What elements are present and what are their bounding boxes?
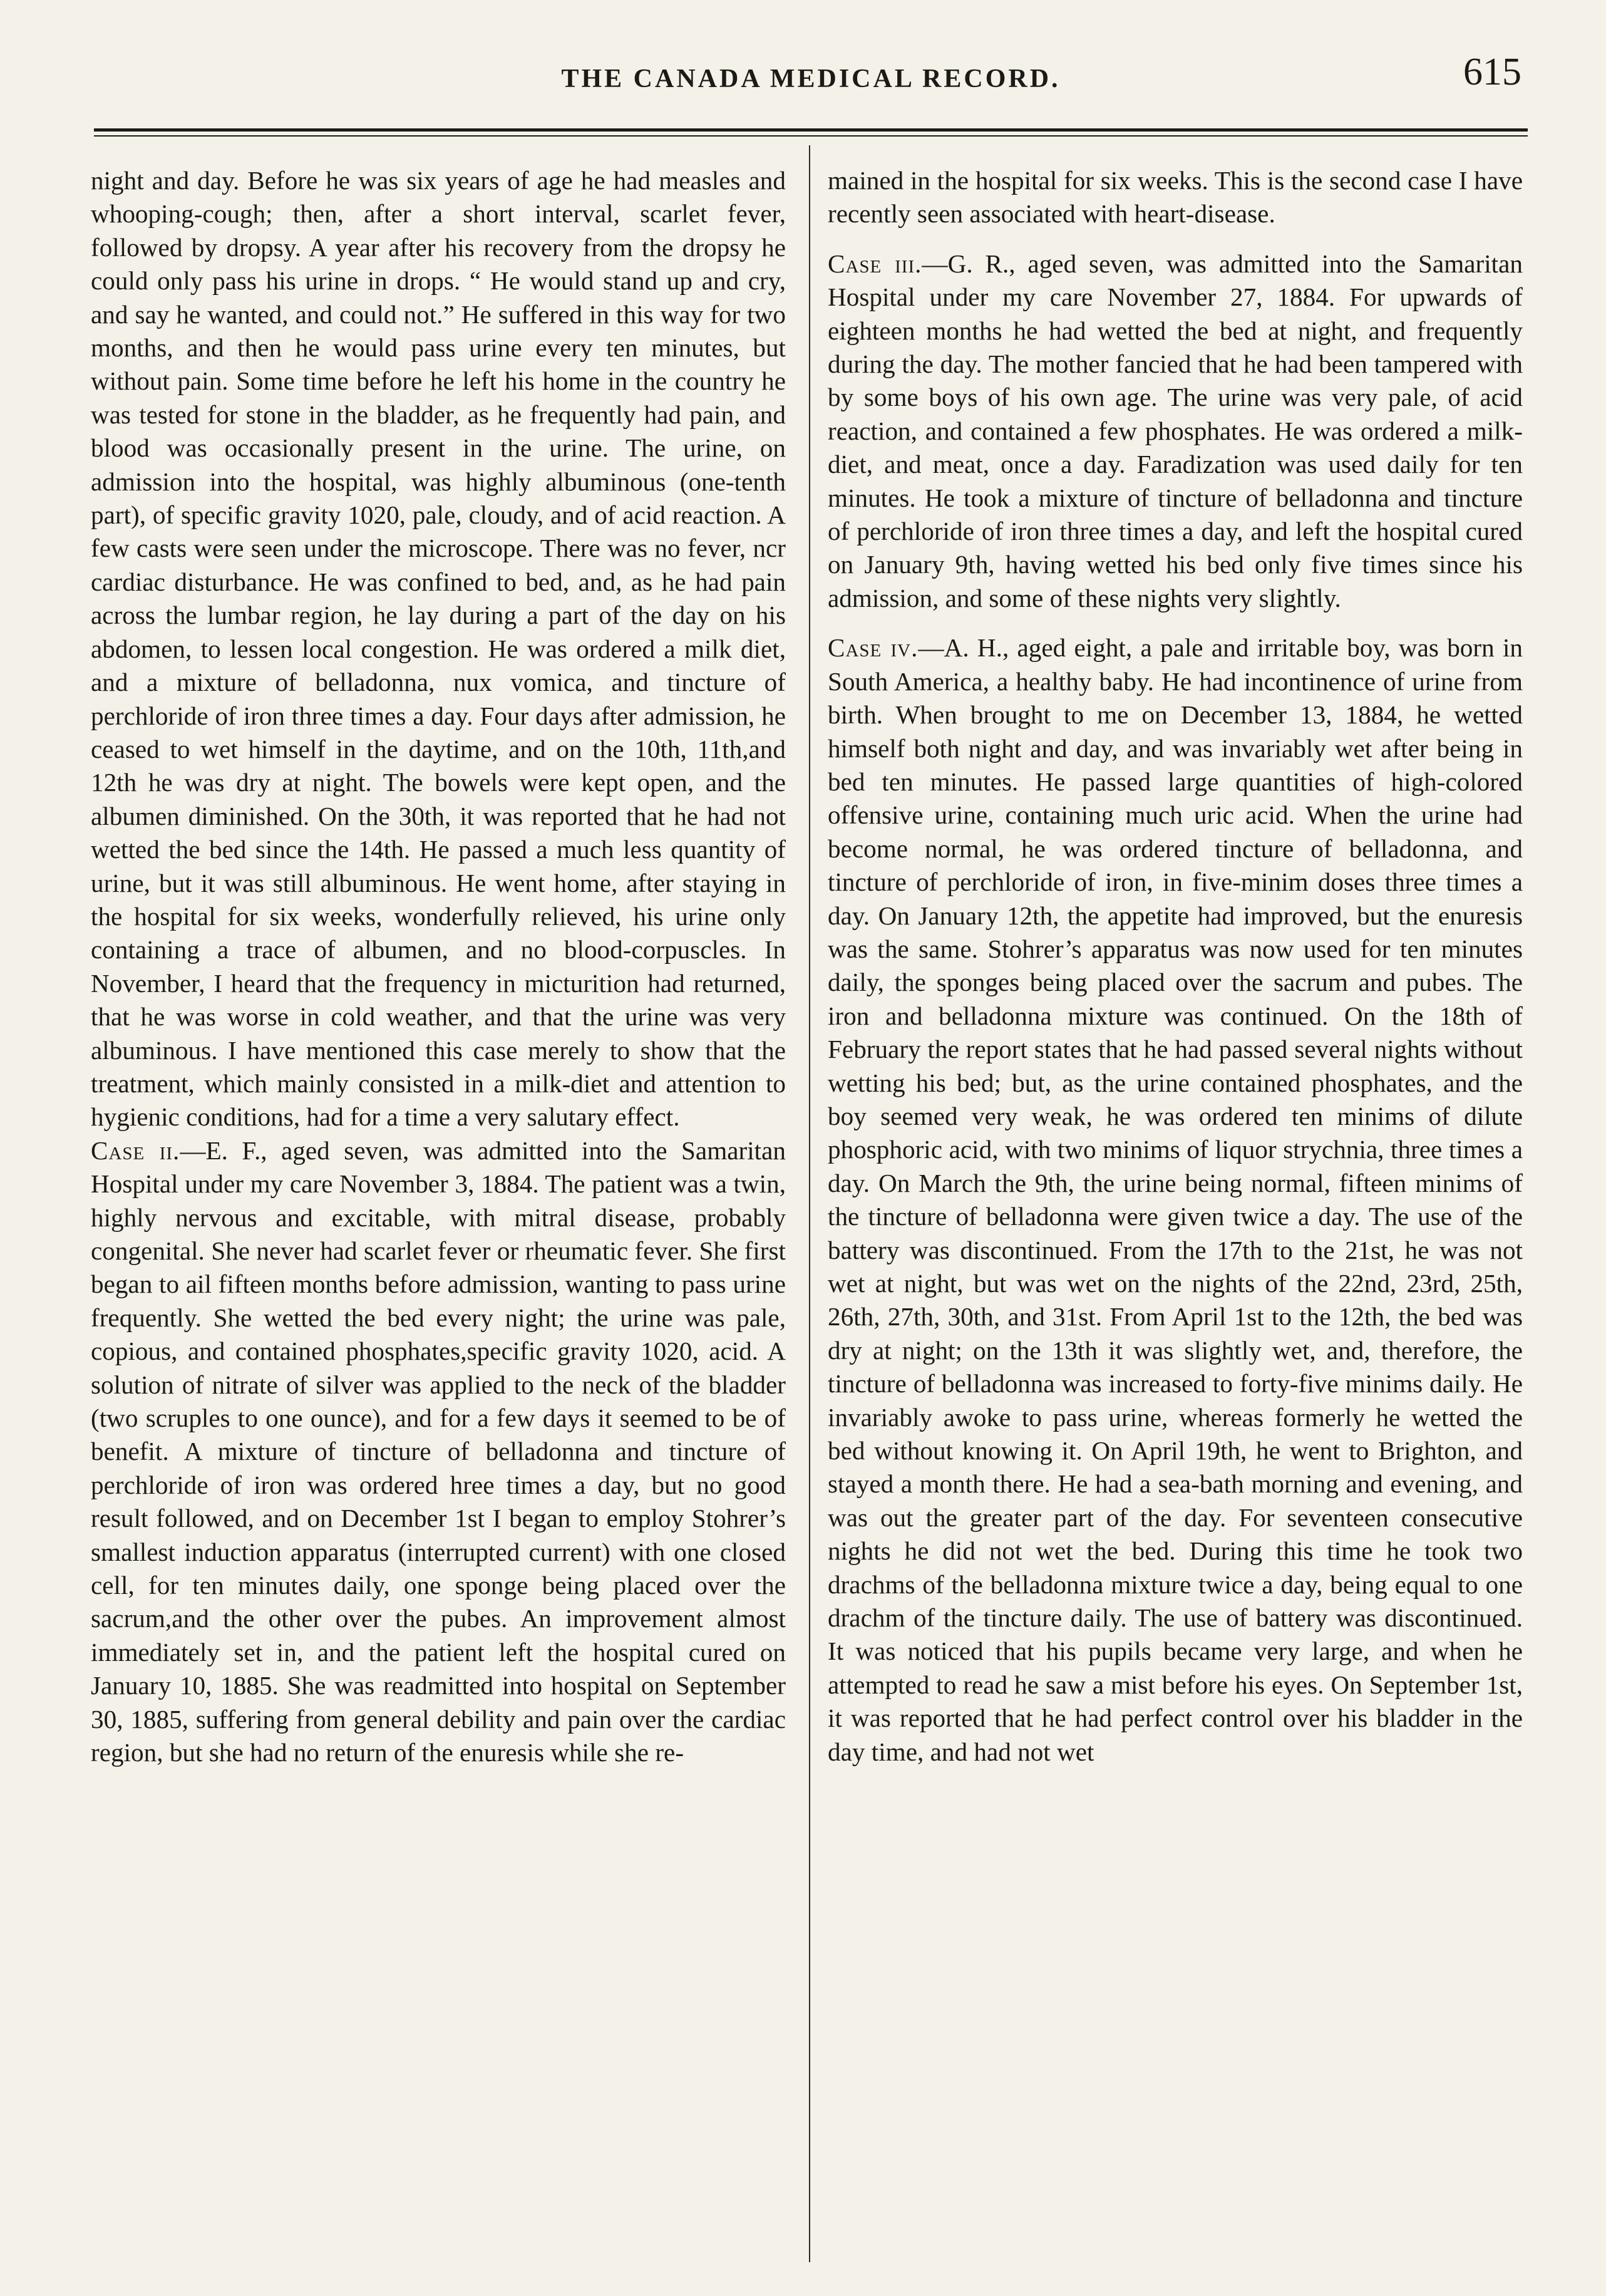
case-ii-text: —E. F., aged seven, was admitted into the Samaritan Hospital under my care November 3, 1884. The patient was a twin, highly nervous and excitable, with mitral disease, probably congenital. She never had scarlet fever or rheumatic fever. She first began to ail fifteen months before admission, wanting to pass urine frequently. She wetted the bed every night; the urine was pale, copious, and contained phosphates,specific gravity 1020, acid. A solution of nitrate of silver was applied to the neck of the bladder (two scruples to one ounce), and for a few days it seemed to be of benefit. A mixture of tincture of belladonna and tincture of perchloride of iron was ordered hree times a day, but no good result followed, and on December 1st I began to employ Stohrer’s smallest induction apparatus (interrupted current) with one closed cell, for ten minutes daily, one sponge being placed over the sacrum,and the other over the pubes. An improvement almost immediately set in, and the patient left the hospital cured on January 10, 1885. She was readmitted into hospital on September 30, 1885, suffering from general debility and pain over the cardiac region, but she had no return of the enuresis while she re-	[91, 1135, 786, 1767]
column-divider	[809, 145, 810, 2262]
paragraph-case-ii	[91, 1134, 786, 1770]
left-column	[91, 164, 786, 1770]
case-iv-text: —A. H., aged eight, a pale and irritable boy, was born in South America, a healthy baby. He had incontinence of urine from birth. When brought to me on December 13, 1884, he wetted himself both night and day, and was invariably wet after being in bed ten minutes. He passed large quantities of high-colored offensive urine, containing much uric acid. When the urine had become normal, he was ordered tincture of belladonna, and tincture of perchloride of iron, in five-minim doses three times a day. On January 12th, the appetite had improved, but the enuresis was the same. Stohrer’s apparatus was now used for ten minutes daily, the sponges being placed over the sacrum and pubes. The iron and belladonna mixture was continued. On the 18th of February the report states that he had passed several nights without wetting his bed; but, as the urine contained phosphates, and the boy seemed very weak, he was ordered ten minims of dilute phosphoric acid, with two minims of liquor strychnia, three times a day. On March the 9th, the urine being normal, fifteen minims of the tincture of belladonna were given twice a day. The use of the battery was discontinued. From the 17th to the 21st, he was not wet at night, but was wet on the nights of the 22nd, 23rd, 25th, 26th, 27th, 30th, and 31st. From April 1st to the 12th, the bed was dry at night; on the 13th it was slightly wet, and, therefore, the tincture of belladonna was increased to forty-five minims daily. He invariably awoke to pass urine, whereas formerly he wetted the bed without knowing it. On April 19th, he went to Brighton, and stayed a month there. He had a sea-bath morning and evening, and was out the greater part of the day. For seventeen consecutive nights he did not wet the bed. During this time he took two drachms of the belladonna mixture twice a day, being equal to one drachm of the tincture daily. The use of battery was discontinued. It was noticed that his pupils became very large, and when he attempted to read he saw a mist before his eyes. On September 1st, it was reported that he had perfect control over his bladder in the day time, and had not wet	[828, 633, 1523, 1766]
header-rule-thin	[94, 135, 1528, 137]
running-title: THE CANADA MEDICAL RECORD.	[561, 65, 1061, 93]
header-rule-thick	[94, 128, 1528, 132]
paragraph-case-iv	[828, 631, 1523, 1769]
case-ii-label: Case ii.	[91, 1135, 180, 1165]
paragraph-case-i-continued: night and day. Before he was six years of age he had measles and whooping-cough; then, after a short interval, scarlet fever, followed by dropsy. A year after his recovery from the dropsy he could only pass his urine in drops. “ He would stand up and cry, and say he wanted, and could not.” He suffered in this way for two months, and then he would pass urine every ten minutes, but without pain. Some time before he left his home in the country he was tested for stone in the bladder, as he frequently had pain, and blood was occasionally present in the urine. The urine, on admission into the hospital, was highly albuminous (one-tenth part), of specific gravity 1020, pale, cloudy, and of acid reaction. A few casts were seen under the microscope. There was no fever, ncr cardiac disturbance. He was confined to bed, and, as he had pain across the lumbar region, he lay during a part of the day on his abdomen, to lessen local congestion. He was ordered a milk diet, and a mixture of belladonna, nux vomica, and tincture of perchloride of iron three times a day. Four days after admission, he ceased to wet himself in the daytime, and on the 10th, 11th,and 12th he was dry at night. The bowels were kept open, and the albumen diminished. On the 30th, it was reported that he had not wetted the bed since the 14th. He passed a much less quantity of urine, but it was still albuminous. He went home, after staying in the hospital for six weeks, wonderfully relieved, his urine only containing a trace of albumen, and no blood-corpuscles. In November, I heard that the frequency in micturition had returned, that he was worse in cold weather, and that the urine was very albuminous. I have mentioned this case merely to show that the treatment, which mainly consisted in a milk-diet and attention to hygienic conditions, had for a time a very salutary effect.	[91, 166, 786, 1132]
page-header	[94, 50, 1528, 106]
paragraph-case-iii	[828, 247, 1523, 615]
page-number: 615	[1463, 51, 1521, 93]
paragraph-case-ii-continued: mained in the hospital for six weeks. This is the second case I have recently seen associated with heart-disease.	[828, 166, 1523, 229]
right-column	[828, 164, 1523, 1769]
case-iii-text: —G. R., aged seven, was admitted into the Samaritan Hospital under my care November 27, 1884. For upwards of eighteen months he had wetted the bed at night, and frequently during the day. The mother fancied that he had been tampered with by some boys of his own age. The urine was very pale, of acid reaction, and contained a few phosphates. He was ordered a milk-diet, and meat, once a day. Faradization was used daily for ten minutes. He took a mixture of tincture of belladonna and tincture of perchloride of iron three times a day, and left the hospital cured on January 9th, having wetted his bed only five times since his admission, and some of these nights very slightly.	[828, 249, 1523, 613]
case-iv-label: Case iv.	[828, 633, 919, 663]
case-iii-label: Case iii.	[828, 249, 922, 278]
